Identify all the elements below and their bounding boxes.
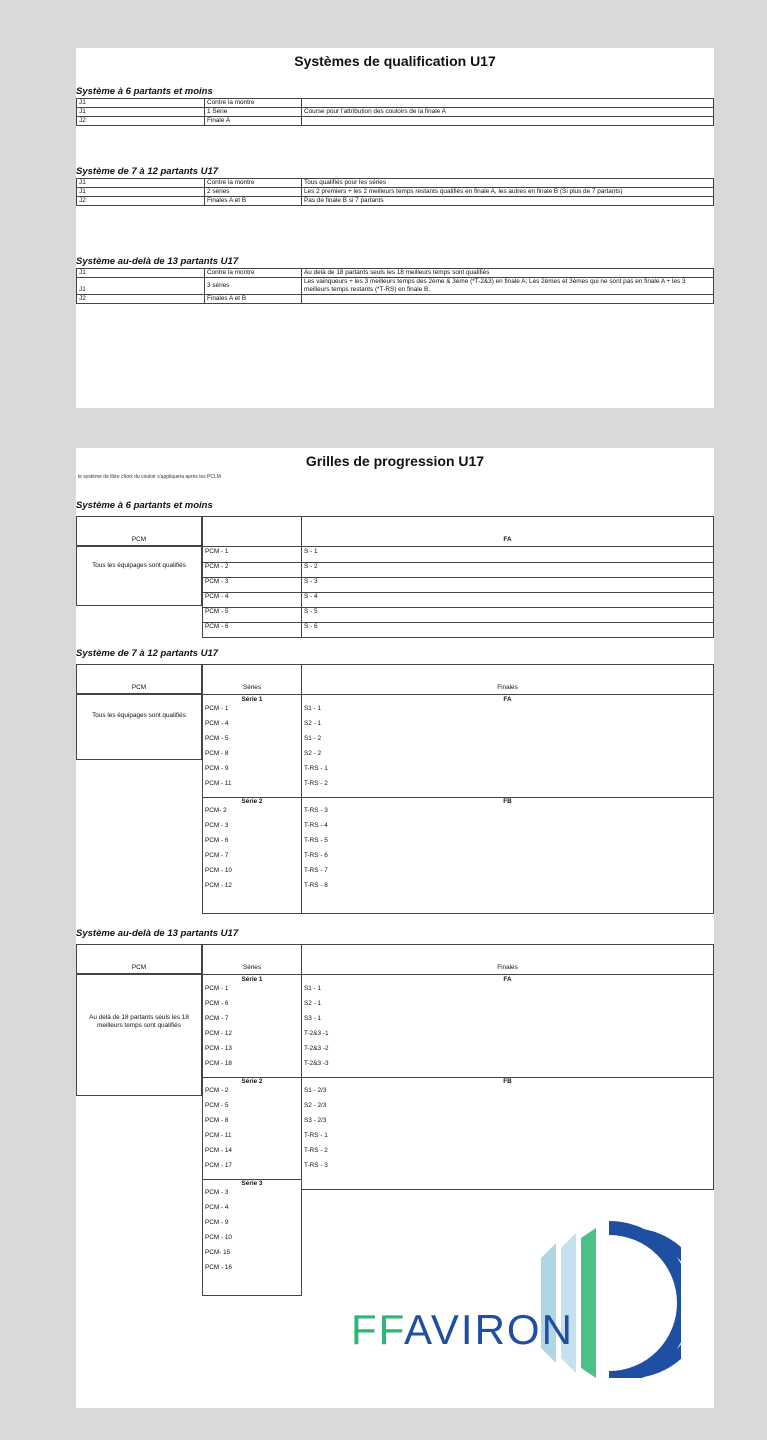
section-heading: Système au-delà de 13 partants U17 [76, 256, 239, 267]
series-cell: PCM - 6 [205, 623, 229, 630]
finale-cell: T-2&3 -3 [304, 1060, 329, 1067]
series-cell: PCM - 5 [205, 608, 229, 615]
finale-cell: T-RS - 8 [304, 882, 328, 889]
pcm-header: PCM [131, 536, 147, 543]
format-cell: Contre la montre [205, 179, 302, 188]
finale-cell: S - 3 [304, 578, 318, 585]
format-cell: 3 séries [205, 278, 302, 295]
row-divider [202, 622, 714, 623]
series-cell: PCM - 10 [205, 867, 232, 874]
section-7-12-partants [76, 166, 714, 206]
row-divider [202, 607, 714, 608]
finale-cell: T-RS - 5 [304, 837, 328, 844]
finale-cell: T-2&3 -1 [304, 1030, 329, 1037]
finale-cell: S2 - 2 [304, 750, 322, 757]
format-cell: Contre la montre [205, 99, 302, 108]
day-cell: J1 [77, 179, 205, 188]
pcm-header: PCM [131, 684, 147, 691]
day-cell: J1 [77, 99, 205, 108]
series-cell: PCM- 15 [205, 1249, 231, 1256]
finale-cell: T-RS - 3 [304, 1162, 328, 1169]
note-cell [302, 117, 714, 126]
series-cell: PCM - 3 [205, 822, 229, 829]
serie-label: Série 1 [241, 696, 263, 703]
finale-cell: S1 - 2/3 [304, 1087, 327, 1094]
series-cell: PCM - 2 [205, 1087, 229, 1094]
format-cell: 1 Série [205, 108, 302, 117]
qualification-table [76, 98, 714, 126]
finale-cell: S1 - 1 [304, 705, 322, 712]
series-cell: PCM- 2 [205, 807, 227, 814]
note-cell [302, 99, 714, 108]
finale-cell: S1 - 2 [304, 735, 322, 742]
series-cell: PCM - 11 [205, 1132, 232, 1139]
format-cell: Finales A et B [205, 197, 302, 206]
header-divider [202, 974, 714, 975]
description-box [76, 974, 202, 1096]
finale-cell: S2 - 1 [304, 1000, 322, 1007]
finale-cell: S - 2 [304, 563, 318, 570]
note-cell: Tous qualifiés pour les séries [302, 179, 714, 188]
header-divider [202, 546, 714, 547]
section-heading: Système au-delà de 13 partants U17 [76, 928, 239, 939]
format-cell: Finale A [205, 117, 302, 126]
finale-cell: S - 6 [304, 623, 318, 630]
series-cell: PCM - 8 [205, 1117, 229, 1124]
section-heading: Système à 6 partants et moins [76, 86, 213, 97]
finale-cell: T-RS - 2 [304, 780, 328, 787]
series-cell: PCM - 12 [205, 1030, 232, 1037]
finale-cell: S3 - 2/3 [304, 1117, 327, 1124]
series-cell: PCM - 9 [205, 765, 229, 772]
series-cell: PCM - 7 [205, 852, 229, 859]
note-cell: Au delà de 18 partants seuls les 18 meilleurs temps sont qualifiés [302, 269, 714, 278]
finale-label: FB [503, 1078, 512, 1085]
series-cell: PCM - 1 [205, 705, 229, 712]
logo-ff: FF [351, 1306, 404, 1353]
day-cell: J1 [77, 188, 205, 197]
row-divider [202, 577, 714, 578]
series-cell: PCM - 5 [205, 1102, 229, 1109]
table-row [77, 188, 714, 197]
series-cell: PCM - 7 [205, 1015, 229, 1022]
series-cell: PCM - 1 [205, 548, 229, 555]
table-row [77, 278, 714, 295]
format-cell: Contre la montre [205, 269, 302, 278]
series-cell: PCM - 3 [205, 578, 229, 585]
series-cell: PCM - 11 [205, 780, 232, 787]
table-row [77, 117, 714, 126]
header-divider [202, 694, 714, 695]
series-cell: PCM - 18 [205, 1060, 232, 1067]
finale-header: FA [503, 536, 512, 543]
day-cell: J2 [77, 295, 205, 304]
table-row [77, 108, 714, 117]
series-cell: PCM - 6 [205, 1000, 229, 1007]
day-cell: J1 [77, 278, 205, 295]
table-row [77, 295, 714, 304]
section-heading: Système de 7 à 12 partants U17 [76, 648, 219, 659]
finale-cell: S - 1 [304, 548, 318, 555]
grid-description: Tous les équipages sont qualifiés [92, 562, 186, 569]
finale-label: FA [503, 696, 512, 703]
description-box [76, 546, 202, 606]
format-cell: Finales A et B [205, 295, 302, 304]
progression-title: Grilles de progression U17 [305, 453, 485, 469]
serie-label: Série 2 [241, 1078, 263, 1085]
note-cell: Course pour l'attribution des couloirs de la finale A [302, 108, 714, 117]
grid-description: Tous les équipages sont qualifiés [92, 712, 186, 719]
finale-cell: T-RS - 3 [304, 807, 328, 814]
finale-cell: T-RS - 2 [304, 1147, 328, 1154]
table-row [77, 269, 714, 278]
finales-header: Finales [497, 964, 518, 971]
progression-page [76, 448, 714, 1408]
finale-cell: S3 - 1 [304, 1015, 322, 1022]
format-cell: 2 séries [205, 188, 302, 197]
section-13-plus-partants [76, 256, 714, 304]
finale-cell: S - 4 [304, 593, 318, 600]
row-divider [202, 592, 714, 593]
section-heading: Système de 7 à 12 partants U17 [76, 166, 219, 177]
series-cell: PCM - 4 [205, 593, 229, 600]
logo-arcs [609, 1228, 681, 1378]
series-header: Séries [242, 684, 262, 691]
note-cell: Les 2 premiers + les 2 meilleurs temps restants qualifiés en finale A, les autres en finale B (Si plus de 7 partants) [302, 188, 714, 197]
progression-note: le système de libre choix du couloir s'appliquera après les PCLM [78, 474, 221, 480]
qualification-table [76, 268, 714, 304]
finale-cell: T-RS - 6 [304, 852, 328, 859]
section-6-partants [76, 86, 714, 126]
day-cell: J2 [77, 117, 205, 126]
series-cell: PCM - 9 [205, 1219, 229, 1226]
table-row [77, 179, 714, 188]
description-box [76, 694, 202, 760]
ffaviron-logo [351, 1188, 681, 1378]
series-cell: PCM - 12 [205, 882, 232, 889]
day-cell: J1 [77, 108, 205, 117]
grid-description: Au delà de 18 partants seuls les 18 meilleurs temps sont qualifiés [89, 1014, 189, 1029]
finale-cell: T-2&3 -2 [304, 1045, 329, 1052]
series-cell: PCM - 5 [205, 735, 229, 742]
day-cell: J2 [77, 197, 205, 206]
row-divider [202, 562, 714, 563]
table-row [77, 99, 714, 108]
table-row [77, 197, 714, 206]
finales-header: Finales [497, 684, 518, 691]
qualification-page [76, 48, 714, 408]
grid-6-partants [76, 500, 714, 640]
series-cell: PCM - 4 [205, 720, 229, 727]
series-cell: PCM - 3 [205, 1189, 229, 1196]
finale-cell: S - 5 [304, 608, 318, 615]
series-cell: PCM - 17 [205, 1162, 232, 1169]
day-cell: J1 [77, 269, 205, 278]
logo-stripes [541, 1228, 596, 1378]
series-cell: PCM - 8 [205, 750, 229, 757]
pcm-header: PCM [131, 964, 147, 971]
finale-label: FA [503, 976, 512, 983]
serie-label: Série 3 [241, 1180, 263, 1187]
note-cell: Pas de finale B si 7 partants [302, 197, 714, 206]
finale-cell: S2 - 2/3 [304, 1102, 327, 1109]
series-cell: PCM - 16 [205, 1264, 232, 1271]
section-heading: Système à 6 partants et moins [76, 500, 213, 511]
series-cell: PCM - 10 [205, 1234, 232, 1241]
series-cell: PCM - 2 [205, 563, 229, 570]
series-cell: PCM - 1 [205, 985, 229, 992]
qualification-title: Systèmes de qualification U17 [294, 53, 496, 69]
grid-7-12-partants [76, 648, 714, 918]
finale-cell: T-RS - 7 [304, 867, 328, 874]
finale-cell: S1 - 1 [304, 985, 322, 992]
series-cell: PCM - 6 [205, 837, 229, 844]
logo-aviron: AVIRON [404, 1306, 574, 1353]
serie-label: Série 2 [241, 798, 263, 805]
finale-cell: T-RS - 1 [304, 765, 328, 772]
note-cell [302, 295, 714, 304]
series-header: Séries [242, 964, 262, 971]
note-cell: Les vainqueurs + les 3 meilleurs temps des 2ème & 3ème (*T-2&3) en finale A; Les 2èmes et 3èmes qui ne sont pas en finale A + les 3 meilleurs temps restants (*T-RS) en finale B. [302, 278, 714, 295]
finale-cell: S2 - 1 [304, 720, 322, 727]
series-cell: PCM - 14 [205, 1147, 232, 1154]
serie-label: Série 1 [241, 976, 263, 983]
logo-wordmark [351, 1306, 574, 1354]
finale-cell: T-RS - 1 [304, 1132, 328, 1139]
finale-label: FB [503, 798, 512, 805]
qualification-table [76, 178, 714, 206]
series-cell: PCM - 13 [205, 1045, 232, 1052]
series-cell: PCM - 4 [205, 1204, 229, 1211]
finale-cell: T-RS - 4 [304, 822, 328, 829]
